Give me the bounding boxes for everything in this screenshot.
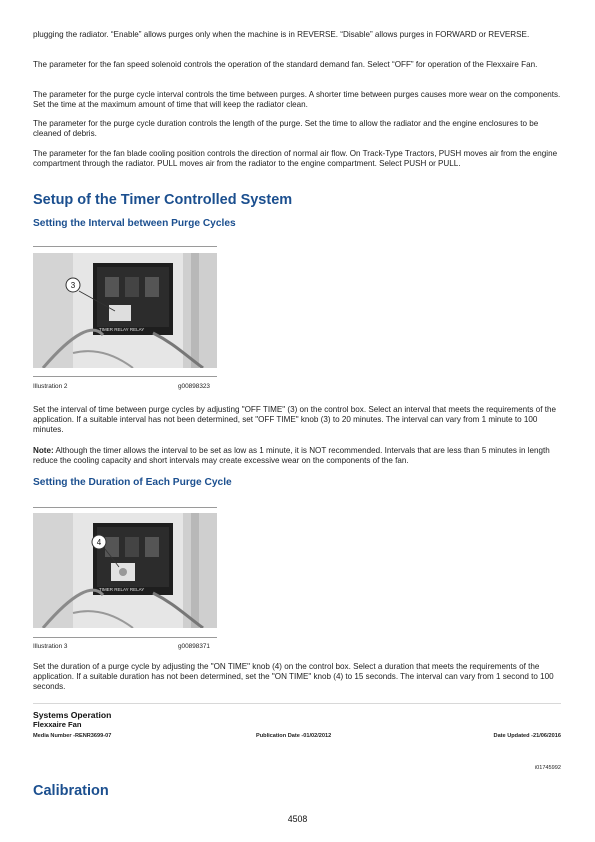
- note-label: Note:: [33, 446, 54, 455]
- media-number: Media Number -RENR3699-07: [33, 733, 112, 739]
- publication-date: Publication Date -01/02/2012: [256, 733, 332, 739]
- callout-3: 3: [70, 281, 76, 290]
- footer-divider: [33, 703, 561, 704]
- illustration-3-photo: [33, 513, 217, 628]
- note-text: Although the timer allows the interval to be set as low as 1 minute, it is NOT recommended. Intervals that are less than 5 minutes in length reduce the cooling capacity and short intervals may create excessive wear on the components of the fan.: [33, 446, 550, 465]
- paragraph-purge-duration: The parameter for the purge cycle duration controls the length of the purge. Set the time to allow the radiator and the engine enclosures to be cleaned of debris.: [33, 119, 539, 138]
- illustration-label: Illustration 3: [33, 643, 68, 650]
- doc-category: Systems Operation: [33, 710, 112, 720]
- page-number: 4508: [287, 814, 308, 824]
- doc-subject: Flexxaire Fan: [33, 720, 82, 729]
- figure-top-rule: [33, 507, 217, 508]
- paragraph-set-duration: Set the duration of a purge cycle by adjusting the "ON TIME" knob (4) on the control box. Select a duration that meets the requirements of the application. If a suitable duration has not been determined, set the "ON TIME" knob (4) to 15 seconds. The interval can vary from 1 second to 100 seconds.: [33, 662, 554, 691]
- relay-labels: TIMER RELAY RELAY: [99, 327, 145, 332]
- callout-4: 4: [96, 538, 102, 547]
- figure-bottom-rule: [33, 637, 217, 638]
- paragraph-fan-blade-position: The parameter for the fan blade cooling position controls the direction of normal air flow. On Track-Type Tractors, PUSH moves air from the engine compartment through the radiator. PULL moves air from the radiator to the engine compartment. Select PUSH or PULL.: [33, 149, 558, 168]
- section-title-calibration: Calibration: [33, 783, 109, 799]
- control-box-photo: [33, 253, 217, 368]
- illustration-2-photo: [33, 253, 217, 368]
- paragraph-fan-speed-solenoid: The parameter for the fan speed solenoid controls the operation of the standard demand fan. Select “OFF” for operation of the Flexxaire Fan.: [33, 60, 538, 69]
- illustration-code: g00898323: [178, 383, 210, 390]
- relay-labels: TIMER RELAY RELAY: [99, 587, 145, 592]
- illustration-code: g00898371: [178, 643, 210, 650]
- date-updated: Date Updated -21/06/2016: [493, 733, 561, 739]
- paragraph-abort-setting: plugging the radiator. “Enable” allows purges only when the machine is in REVERSE. “Disable” allows purges in FORWARD or REVERSE.: [33, 30, 530, 39]
- figure-top-rule: [33, 246, 217, 247]
- subsection-title-interval: Setting the Interval between Purge Cycles: [33, 218, 236, 229]
- paragraph-set-interval: Set the interval of time between purge cycles by adjusting "OFF TIME" (3) on the control box. Select an interval that meets the requirements of the application. If a suitable interval has not been determined, set "OFF TIME" knob (3) to 20 minutes. The interval can vary from 1 minute to 100 minutes.: [33, 405, 556, 434]
- illustration-label: Illustration 2: [33, 383, 68, 390]
- paragraph-purge-interval: The parameter for the purge cycle interval controls the time between purges. A shorter time between purges causes more wear on the components. Set the time at the maximum amount of time that will keep the radiator clean.: [33, 90, 561, 109]
- control-box-photo: [33, 513, 217, 628]
- subsection-title-duration: Setting the Duration of Each Purge Cycle: [33, 477, 232, 488]
- section-title-timer-setup: Setup of the Timer Controlled System: [33, 192, 293, 208]
- document-id: i01745992: [534, 765, 561, 771]
- note-paragraph: [33, 446, 561, 466]
- figure-bottom-rule: [33, 376, 217, 377]
